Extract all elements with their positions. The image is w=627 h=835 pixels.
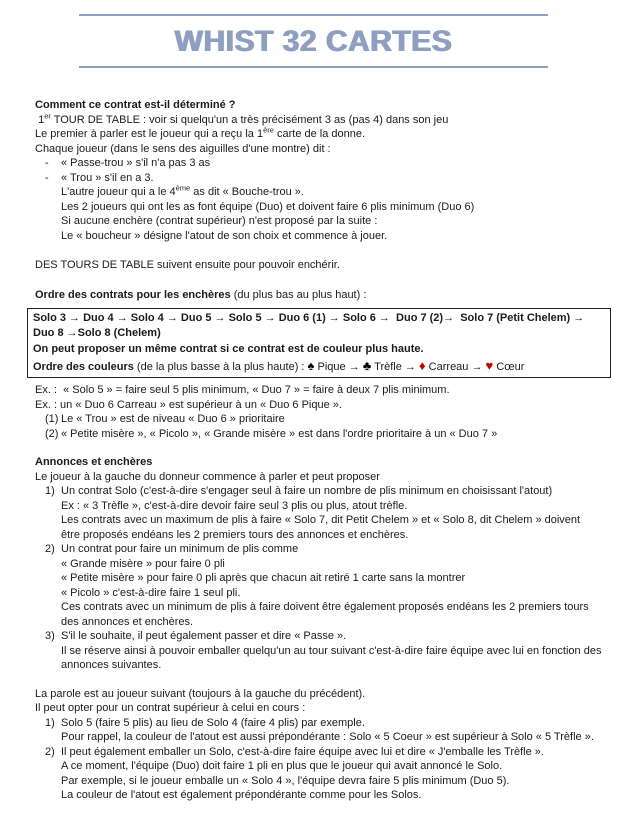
item-number: 3) [45,630,55,642]
list-item: - « Trou » s'il en a 3. [45,171,154,184]
paragraph: Par exemple, si le joueur emballe un « Solo 4 », l'équipe devra faire 5 plis minimum (Duo 5). [61,774,510,787]
paragraph: Pour rappel, la couleur de l'atout est aussi prépondérante : Solo « 5 Coeur » est supérieur à Solo « 5 Trèfle ». [61,731,594,743]
list-item: - « Passe-trou » s'il n'a pas 3 as [45,157,211,169]
paragraph: Il peut également emballer un Solo, c'est-à-dire faire équipe avec lui et dire « J'emballe les Trèfle ». [61,745,544,758]
example-line: Ex. : un « Duo 6 Carreau » est supérieur à un « Duo 6 Pique ». [35,398,342,411]
paragraph: Si aucune enchère (contrat supérieur) n'est proposé par la suite : [61,215,378,227]
heart-icon: ♥ [485,357,494,373]
paragraph: « Picolo » c'est-à-dire faire 1 seul pli. [61,586,241,599]
numbered-item [35,484,602,542]
paragraph: Un contrat Solo (c'est-à-dire s'engager seul à faire un nombre de plis minimum en choisissant l'atout) [61,485,553,497]
example-line: Ex. : « Solo 5 » = faire seul 5 plis minimum, « Duo 7 » = faire à deux 7 plis minimum. [35,384,450,396]
paragraph: Ces contrats avec un minimum de plis à faire doivent être également proposés endéans les 2 premiers tours des annonces et enchères. [61,601,592,628]
title-block [79,14,548,68]
document-body [33,98,605,803]
item-number: 2) [45,745,55,758]
paragraph: Chaque joueur (dans le sens des aiguilles d'une montre) dit : [35,142,331,155]
paragraph: Le « boucheur » désigne l'atout de son choix et commence à jouer. [61,229,388,242]
title-rule-bottom [79,66,548,68]
paragraph: Le joueur à la gauche du donneur commence à parler et peut proposer [35,470,380,483]
item-number: 2) [45,543,55,555]
item-number: 1) [45,485,55,497]
contract-rule: On peut proposer un même contrat si ce contrat est de couleur plus haute. [33,343,424,355]
paragraph: S'il le souhaite, il peut également passer et dire « Passe ». [61,630,347,642]
document-page [0,14,627,803]
section-contract-determination [35,98,602,243]
dash-marker: - [45,171,49,184]
numbered-item [35,716,602,745]
contract-order-box [27,308,611,378]
footnote: (2) « Petite misère », « Picolo », « Grande misère » est dans l'ordre prioritaire à un « Duo 7 » [45,427,498,440]
footnote: (1) Le « Trou » est de niveau « Duo 6 » prioritaire [45,413,285,425]
spade-icon: ♠ [307,357,315,373]
paragraph: 1er TOUR DE TABLE : voir si quelqu'un a très précisément 3 as (pas 4) dans son jeu [35,110,449,126]
section-tours-de-table: DES TOURS DE TABLE suivent ensuite pour pouvoir enchérir. [35,259,340,271]
paragraph: Ex : « 3 Trèfle », c'est-à-dire devoir faire seul 3 plis ou plus, atout trèfle. [61,499,408,512]
numbered-item [35,745,602,803]
numbered-item [35,629,605,673]
paragraph: Les contrats avec un maximum de plis à faire « Solo 7, dit Petit Chelem » et « Solo 8, dit Chelem » doivent être proposés endéans les 2 premiers tours des annonces et enchères. [61,514,584,541]
section-heading: Annonces et enchères [35,456,153,468]
paragraph: Un contrat pour faire un minimum de plis comme [61,543,299,555]
paragraph: Les 2 joueurs qui ont les as font équipe (Duo) et doivent faire 6 plis minimum (Duo 6) [61,200,475,213]
paragraph: A ce moment, l'équipe (Duo) doit faire 1 pli en plus que le joueur qui avait annoncé le Solo. [61,760,503,772]
paragraph: Le premier à parler est le joueur qui a reçu la 1ère carte de la donne. [35,125,366,140]
section-annonces-encheres [35,455,605,673]
paragraph: Il peut opter pour un contrat supérieur à celui en cours : [35,702,306,714]
paragraph: L'autre joueur qui a le 4ème as dit « Bouche-trou ». [61,183,304,198]
suit-order-line: Ordre des couleurs (de la plus basse à la plus haute) : ♠ Pique → ♣ Trèfle → ♦ Carreau → ♥ Cœur [33,357,525,373]
paragraph: « Petite misère » pour faire 0 pli après que chacun ait retiré 1 carte sans la montrer [61,572,466,584]
footnote-marker: (2) [45,427,59,440]
section-heading: Comment ce contrat est-il déterminé ? [35,99,236,111]
diamond-icon: ♦ [418,357,426,373]
contract-sequence: Solo 3 → Duo 4 → Solo 4 → Duo 5 → Solo 5 → Duo 6 (1) → Solo 6 → Duo 7 (2)→ Solo 7 (Petit Chelem) → Duo 8 →Solo 8 (Chelem) [33,312,588,339]
paragraph: La couleur de l'atout est également prépondérante comme pour les Solos. [61,789,422,801]
dash-marker: - [45,157,49,169]
numbered-item [35,542,602,629]
section-parole-suivante [35,687,602,803]
section-contract-order [35,288,602,442]
item-number: 1) [45,716,55,729]
page-title: WHIST 32 CARTES [174,25,453,58]
paragraph: « Grande misère » pour faire 0 pli [61,557,225,570]
section-heading: Ordre des contrats pour les enchères (du plus bas au plus haut) : [35,288,367,301]
paragraph: Solo 5 (faire 5 plis) au lieu de Solo 4 (faire 4 plis) par exemple. [61,716,365,729]
footnote-marker: (1) [45,413,59,425]
paragraph: La parole est au joueur suivant (toujours à la gauche du précédent). [35,687,366,700]
paragraph: Il se réserve ainsi à pouvoir emballer quelqu'un au tour suivant c'est-à-dire faire équipe avec lui en fonction des annonces suivantes. [61,644,605,671]
club-icon: ♣ [362,357,372,373]
